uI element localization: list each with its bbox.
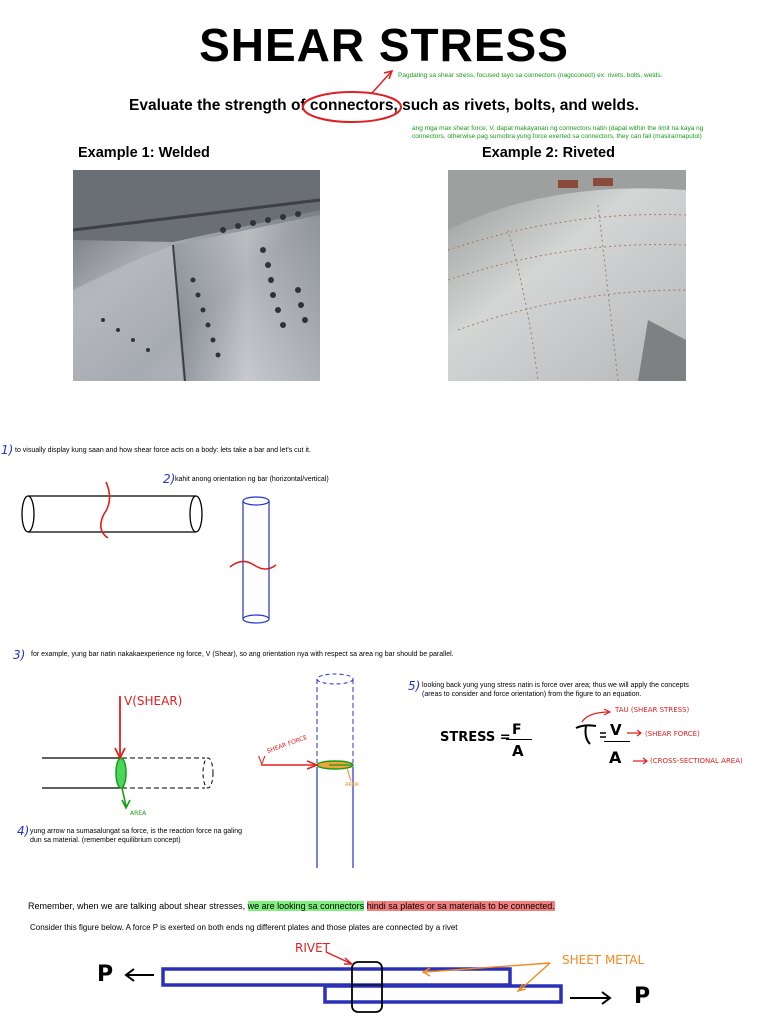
example-2-heading: Example 2: Riveted <box>482 145 615 161</box>
v-shear-label: V(SHEAR) <box>124 694 183 708</box>
step-5-number: 5) <box>408 679 421 693</box>
connectors-circle-annotation <box>0 0 768 140</box>
force-p-right-label: P <box>634 984 651 1009</box>
step-2-number: 2) <box>163 472 176 486</box>
remember-paragraph <box>28 900 768 912</box>
remember-green-highlight: we are looking sa connectors <box>247 901 365 911</box>
tau-equation-a: A <box>609 748 622 767</box>
annotation-note-1: Pagdating sa shear stress, focused tayo sa connectors (nagcconect) ex: rivets, bolts, welds. <box>398 72 663 79</box>
step-5-line2: (areas to consider and force orientation) from the figure to an equation. <box>422 691 642 698</box>
remember-red-highlight: hindi sa plates or sa materials to be connected. <box>366 901 555 911</box>
left-force-arrow <box>126 969 154 981</box>
tau-note: TAU (SHEAR STRESS) <box>615 706 690 714</box>
welded-aircraft-photo <box>73 170 320 381</box>
cut-line-red <box>101 482 110 538</box>
stress-equation-word: STRESS = <box>440 730 511 745</box>
stress-fraction-bar <box>506 739 532 740</box>
page-title: SHEAR STRESS <box>199 19 569 71</box>
v-label-vertical: V <box>258 754 266 767</box>
step-4-number: 4) <box>17 824 30 838</box>
annotation-note-2-line1: ang mga max shear force, V, dapat makayanan ng connectors natin (dapat within the limit na kaya ng <box>412 125 704 132</box>
horizontal-bar-diagram <box>18 490 208 540</box>
vertical-bar-shear-diagram <box>255 673 365 873</box>
rivet-label: RIVET <box>295 941 330 955</box>
step-4-line1: yung arrow na sumasalungat sa force, is the reaction force na galing <box>30 828 243 835</box>
sheet-metal-label: SHEET METAL <box>562 953 645 967</box>
subtitle-keyword: connectors, <box>309 97 398 114</box>
force-p-left-label: P <box>97 962 114 987</box>
step-3-number: 3) <box>13 648 26 662</box>
area-note: (CROSS-SECTIONAL AREA) <box>650 757 743 765</box>
remember-before: Remember, when we are talking about shear stresses, <box>28 901 248 911</box>
step-1-text: to visually display kung saan and how shear force acts on a body: lets take a bar and let's cut it. <box>15 447 311 454</box>
step-1-number: 1) <box>1 443 14 457</box>
step-5-line1: looking back yung yung stress natin is force over area; thus we will apply the concepts <box>422 682 689 689</box>
stress-equation-f: F <box>512 722 522 738</box>
subtitle-before: Evaluate the strength of <box>129 97 310 114</box>
annotation-note-2 <box>412 125 768 141</box>
stress-equation-a: A <box>512 742 524 760</box>
area-label-orange: AREA <box>345 782 359 788</box>
annotation-note-2-line2: connectors, otherwise pag sumobra yung force exerted sa connectors, they can fail (masira/maputol) <box>412 133 702 140</box>
consider-paragraph: Consider this figure below. A force P is exerted on both ends ng different plates and those plates are connected by a rivet <box>30 923 458 932</box>
right-force-arrow <box>570 992 610 1004</box>
tau-equation-v: V <box>610 721 622 739</box>
shear-force-label: SHEAR FORCE <box>266 733 309 756</box>
step-4-line2: dun sa material. (remember equilibrium concept) <box>30 837 181 844</box>
shear-force-note: (SHEAR FORCE) <box>645 730 700 738</box>
step-4-text <box>30 827 242 845</box>
example-1-heading: Example 1: Welded <box>78 145 210 161</box>
area-label-green: AREA <box>130 810 147 817</box>
step-2-text: kahit anong orientation ng bar (horizontal/vertical) <box>175 476 329 483</box>
subtitle-after: such as rivets, bolts, and welds. <box>397 97 639 114</box>
riveted-aircraft-photo <box>448 170 686 381</box>
step-5-text <box>422 681 689 699</box>
vertical-bar-diagram <box>230 495 280 630</box>
step-3-text: for example, yung bar natin nakakaexperience ng force, V (Shear), so ang orientation nya with respect sa area ng bar should be parallel. <box>31 651 454 658</box>
top-plate <box>163 969 510 985</box>
